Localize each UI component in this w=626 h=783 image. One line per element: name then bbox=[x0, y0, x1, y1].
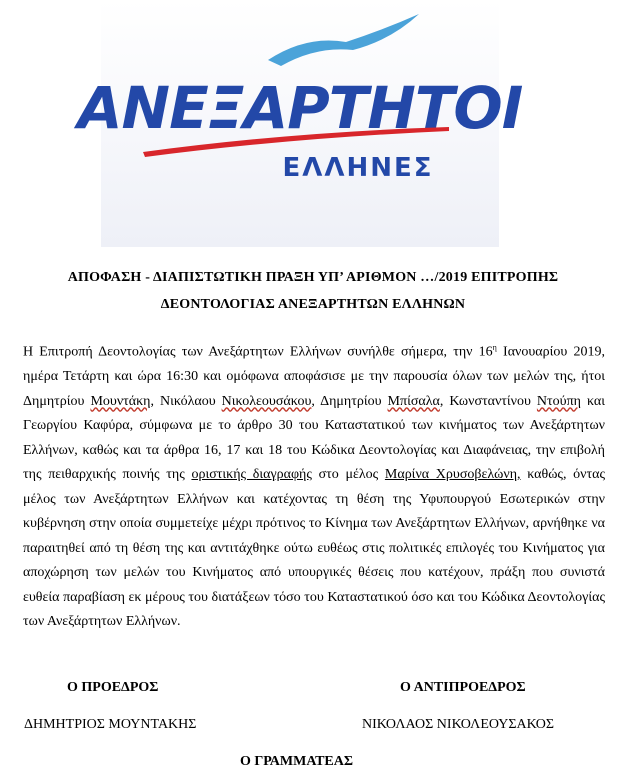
party-logo bbox=[77, 0, 523, 247]
member-name: Νικολεουσάκου bbox=[221, 393, 312, 409]
body-text-part: , Νικόλαου bbox=[150, 393, 222, 409]
penalty-text: οριστικής διαγραφής bbox=[191, 467, 312, 483]
logo-swoosh bbox=[268, 14, 419, 66]
vice-president-name: ΝΙΚΟΛΑΟΣ ΝΙΚΟΛΕΟΥΣΑΚΟΣ bbox=[362, 717, 555, 732]
decision-body bbox=[23, 336, 605, 635]
president-title: Ο ΠΡΟΕΔΡΟΣ bbox=[67, 680, 159, 695]
president-name: ΔΗΜΗΤΡΙΟΣ ΜΟΥΝΤΑΚΗΣ bbox=[24, 717, 197, 732]
body-text-part: , Κωνσταντίνου bbox=[439, 393, 537, 409]
member-name: Ντούπη bbox=[536, 393, 581, 409]
member-name: Μουντάκη bbox=[90, 393, 151, 409]
body-text-part: και Γεωργίου Καφύρα, σύμφωνα με το άρθρο 30 του Καταστατικού των κινήματος των Ανεξάρτητων Ελλήνων, καθώς και τα άρθρα 16, 17 και 18 του Κώδικα Δεοντολογίας και Διαφάνειας, την επιβολή της πειθαρχικής ποινής της bbox=[23, 393, 605, 483]
body-text-part: στο μέλος bbox=[311, 467, 385, 483]
vice-president-title: Ο ΑΝΤΙΠΡΟΕΔΡΟΣ bbox=[400, 680, 526, 695]
ordinal-superscript: η bbox=[492, 343, 497, 352]
expelled-member-name: Μαρίνα Χρυσοβελώνη, bbox=[384, 467, 521, 483]
logo-graphic bbox=[77, 0, 523, 247]
body-text-part: Η Επιτροπή Δεοντολογίας των Ανεξάρτητων Ελλήνων συνήλθε σήμερα, την 16 bbox=[23, 344, 493, 360]
document-title-line-1: ΑΠΟΦΑΣΗ - ΔΙΑΠΙΣΤΩΤΙΚΗ ΠΡΑΞΗ ΥΠ’ ΑΡΙΘΜΟΝ …/2019 ΕΠΙΤΡΟΠΗΣ bbox=[67, 270, 559, 285]
logo-wordmark: ΑΝΕΞΑΡΤΗΤΟΙ bbox=[77, 74, 523, 142]
body-text-part: Ιανουαρίου 2019, ημέρα Τετάρτη και ώρα 16:30 και ομόφωνα αποφάσισε με την παρουσία όλων των μελών της, ήτοι Δημητρίου bbox=[23, 344, 605, 409]
body-text-part: , Δημητρίου bbox=[311, 393, 388, 409]
body-text-part: καθώς, όντας μέλος των Ανεξάρτητων Ελλήνων και κατέχοντας τη θέση της Υφυπουργού Εσωτερικών στην κυβέρνηση στην οποία συμμετείχε μέχρι πρότινος το Κίνημα των Ανεξάρτητων Ελλήνων, αρνήθηκε να παραιτηθεί από τη θέση της και αντιτάχθηκε ούτω ευθέως στις πολιτικές επιλογές του Κινήματος για αποχώρηση των μελών του Κινήματος από υπουργικές θέσεις που κατέχουν, πράξη που συνιστά ευθεία παραβίαση εκ μέρους του διατάξεων τόσο του Καταστατικού όσο και του Κώδικα Δεοντολογίας των Ανεξάρτητων Ελλήνων. bbox=[23, 467, 606, 630]
document-title-line-2: ΔΕΟΝΤΟΛΟΓΙΑΣ ΑΝΕΞΑΡΤΗΤΩΝ ΕΛΛΗΝΩΝ bbox=[160, 297, 466, 312]
logo-subtitle: ΕΛΛΗΝΕΣ bbox=[282, 153, 434, 183]
member-name: Μπίσαλα bbox=[387, 393, 440, 409]
secretary-title: Ο ΓΡΑΜΜΑΤΕΑΣ bbox=[240, 754, 354, 769]
